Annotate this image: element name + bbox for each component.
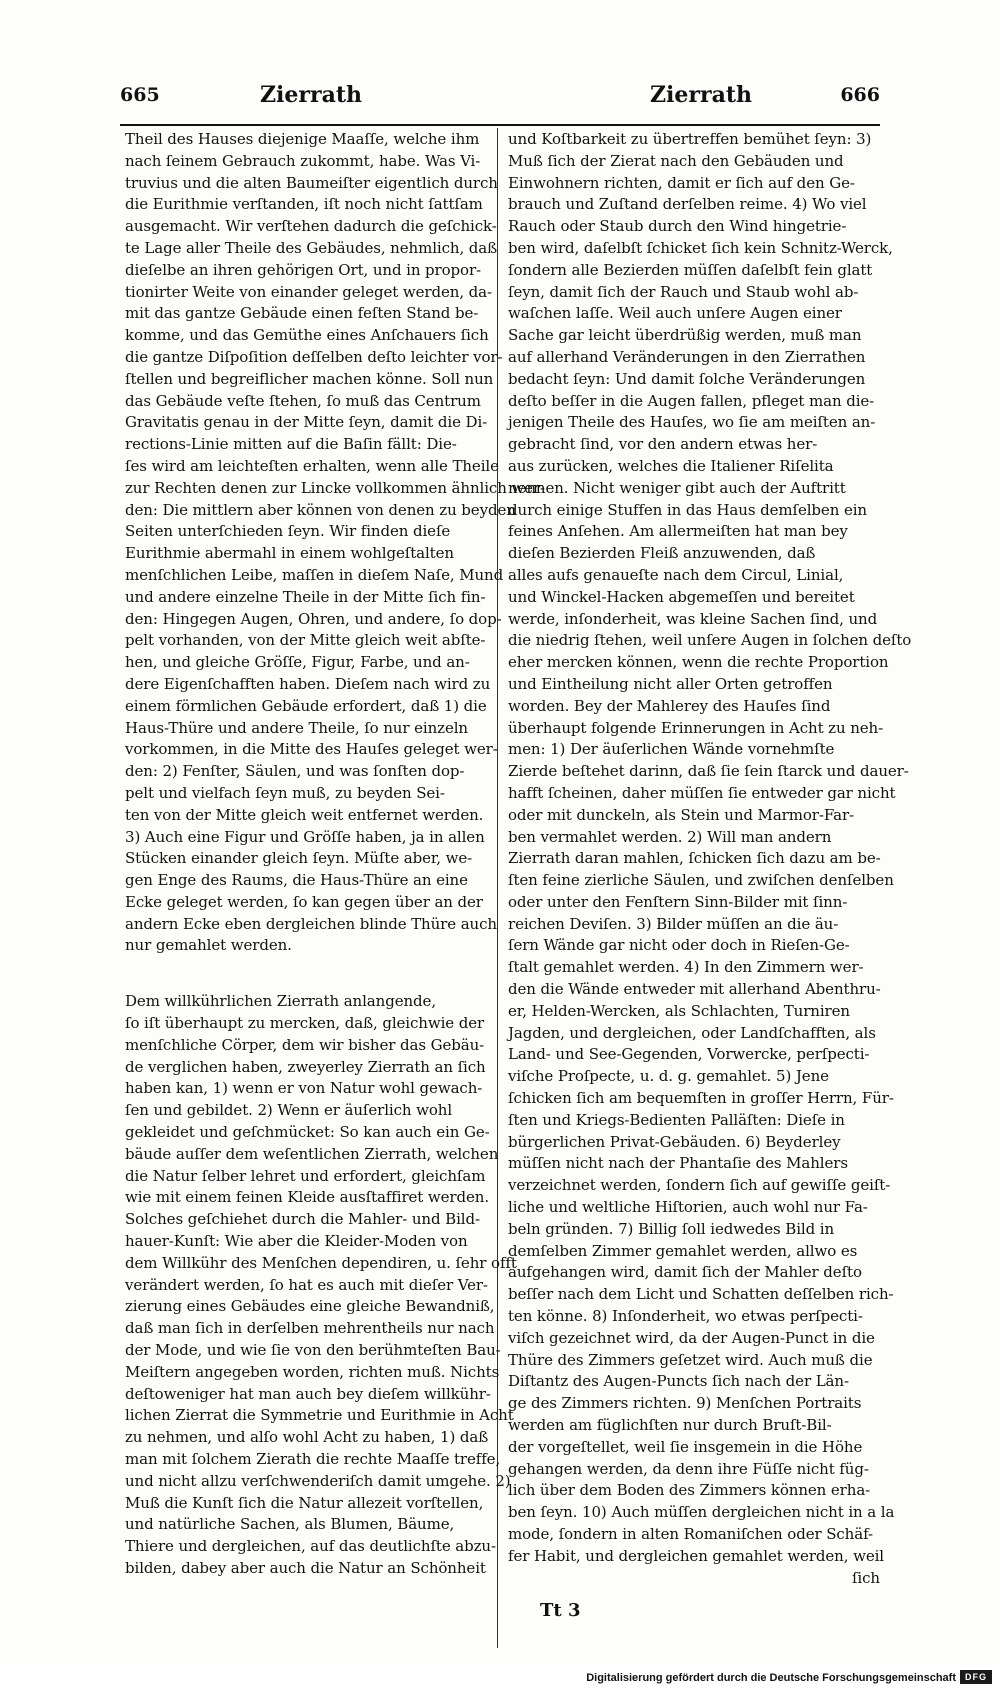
text-line: oder mit dunckeln, als Stein und Marmor-Far- xyxy=(508,805,854,824)
text-line: das Gebäude veſte ſtehen, ſo muß das Centrum xyxy=(125,391,481,410)
text-line: die niedrig ſtehen, weil unſere Augen in ſolchen deſto xyxy=(508,631,912,650)
text-line: ſen und gebildet. 2) Wenn er äuſerlich wohl xyxy=(125,1101,453,1120)
footer-credit: Digitalisierung gefördert durch die Deutsche Forschungsgemeinschaft xyxy=(586,1672,956,1684)
text-line: ben ſeyn. 10) Auch müſſen dergleichen nicht in a la xyxy=(508,1503,895,1522)
digitization-footer xyxy=(0,1664,1000,1695)
text-line: werde, inſonderheit, was kleine Sachen ſind, und xyxy=(508,609,878,628)
running-title-right: Zierrath xyxy=(650,82,753,108)
text-line: worden. Bey der Mahlerey des Hauſes ſind xyxy=(508,696,831,715)
page-header xyxy=(120,78,880,118)
text-line: waſchen laſſe. Weil auch unſere Augen einer xyxy=(508,304,842,323)
text-line: truvius und die alten Baumeiſter eigentlich durch xyxy=(125,173,498,192)
running-title-left: Zierrath xyxy=(260,82,363,108)
page-number-left: 665 xyxy=(120,84,160,106)
text-line: alles aufs genaueſte nach dem Circul, Linial, xyxy=(508,565,844,584)
text-line: oder unter den Fenſtern Sinn-Bilder mit ſinn- xyxy=(508,892,848,911)
text-line: Solches geſchiehet durch die Mahler- und Bild- xyxy=(125,1210,480,1229)
text-line: daß man ſich in derſelben mehrentheils nur nach xyxy=(125,1319,495,1338)
text-line: mode, ſondern in alten Romaniſchen oder Schäf- xyxy=(508,1525,873,1543)
left-paragraph-1 xyxy=(125,129,545,957)
text-line: aus zurücken, welches die Italiener Riſelita xyxy=(508,456,834,475)
catchword: ſich xyxy=(851,1568,880,1587)
text-line: ben wird, daſelbſt ſchicket ſich kein Schnitz-Werck, xyxy=(508,238,893,257)
text-line: mit das gantze Gebäude einen feſten Stand be- xyxy=(125,304,479,323)
text-line: auf allerhand Veränderungen in den Zierrathen xyxy=(508,347,866,366)
text-line: ſern Wände gar nicht oder doch in Rieſen-Ge- xyxy=(508,936,850,955)
text-line: Thiere und dergleichen, auf das deutlichſte abzu- xyxy=(125,1537,496,1556)
text-line: und nicht allzu verſchwenderiſch damit umgehe. 2) xyxy=(125,1471,511,1490)
text-line: nur gemahlet werden. xyxy=(125,936,292,955)
text-line: hauer-Kunſt: Wie aber die Kleider-Moden von xyxy=(125,1232,468,1251)
text-line: Jagden, und dergleichen, oder Landſchafften, als xyxy=(508,1023,876,1042)
text-line: vorkommen, in die Mitte des Hauſes geleget wer- xyxy=(125,740,498,759)
text-line: ben vermahlet werden. 2) Will man andern xyxy=(508,827,832,846)
text-line: Eurithmie abermahl in einem wohlgeſtalten xyxy=(125,544,454,563)
text-line: müſſen nicht nach der Phantaſie des Mahlers xyxy=(508,1154,848,1173)
left-column xyxy=(125,129,545,1580)
text-line: te Lage aller Theile des Gebäudes, nehmlich, daß xyxy=(125,238,498,257)
right-column xyxy=(508,129,912,1589)
text-line: den: Die mittlern aber können von denen zu beyden xyxy=(125,500,516,519)
text-line: gebracht ſind, vor den andern etwas her- xyxy=(508,435,818,454)
text-line: eher mercken können, wenn die rechte Proportion xyxy=(508,653,889,672)
text-line: Thüre des Zimmers geſetzet wird. Auch muß die xyxy=(508,1350,873,1369)
text-line: Sache gar leicht überdrüßig werden, muß man xyxy=(508,326,862,345)
text-line: haben kan, 1) wenn er von Natur wohl gewach- xyxy=(125,1079,483,1098)
text-line: pelt und vielfach ſeyn muß, zu beyden Sei- xyxy=(125,783,445,802)
text-line: Einwohnern richten, damit er ſich auf den Ge- xyxy=(508,173,855,192)
text-line: 3) Auch eine Figur und Gröſſe haben, ja in allen xyxy=(125,827,485,846)
text-line: bedacht ſeyn: Und damit ſolche Veränderungen xyxy=(508,369,866,388)
text-line: ſtalt gemahlet werden. 4) In den Zimmern wer- xyxy=(508,958,864,977)
text-line: bäude auſſer dem weſentlichen Zierrath, welchen xyxy=(125,1144,499,1163)
left-paragraph-2 xyxy=(125,991,517,1580)
text-line: dere Eigenſchafften haben. Dieſem nach wird zu xyxy=(125,674,491,693)
text-line: den: Hingegen Augen, Ohren, und andere, ſo dop- xyxy=(125,609,502,628)
right-paragraph xyxy=(508,129,912,1568)
text-line: ſten und Kriegs-Bedienten Palläſten: Dieſe in xyxy=(508,1110,845,1129)
text-line: und Winckel-Hacken abgemeſſen und bereitet xyxy=(508,587,855,606)
paragraph-gap xyxy=(125,957,485,991)
text-line: werden am füglichſten nur durch Bruſt-Bil- xyxy=(508,1416,832,1435)
text-line: rections-Linie mitten auf die Baſin fällt: Die- xyxy=(125,435,457,454)
text-line: Diſtantz des Augen-Puncts ſich nach der Län- xyxy=(508,1372,849,1391)
text-line: zu nehmen, und alſo wohl Acht zu haben, 1) daß xyxy=(125,1428,489,1447)
text-line: und natürliche Sachen, als Blumen, Bäume, xyxy=(125,1515,455,1534)
text-line: einem förmlichen Gebäude erfordert, daß 1) die xyxy=(125,696,487,715)
text-line: Zierrath daran mahlen, ſchicken ſich dazu am be- xyxy=(508,849,881,868)
text-line: er, Helden-Wercken, als Schlachten, Turniren xyxy=(508,1001,850,1020)
text-line: feines Anſehen. Am allermeiſten hat man bey xyxy=(508,522,848,541)
text-line: demſelben Zimmer gemahlet werden, allwo es xyxy=(508,1241,858,1260)
text-line: Gravitatis genau in der Mitte ſeyn, damit die Di- xyxy=(125,413,488,432)
text-line: liche und weltliche Hiſtorien, auch wohl nur Fa- xyxy=(508,1198,868,1217)
text-line: menſchlichen Leibe, maſſen in dieſem Naſe, Mund xyxy=(125,565,504,584)
text-line: ſes wird am leichteſten erhalten, wenn alle Theile xyxy=(125,456,499,475)
text-line: gehangen werden, da denn ihre Füſſe nicht füg- xyxy=(508,1459,869,1478)
text-line: Muß die Kunſt ſich die Natur allezeit vorſtellen, xyxy=(125,1493,484,1512)
text-line: der Mode, und wie ſie von den berühmteſten Bau- xyxy=(125,1341,501,1360)
text-line: Theil des Hauses diejenige Maaſſe, welche ihm xyxy=(125,130,480,148)
text-line: jenigen Theile des Hauſes, wo ſie am meiſten an- xyxy=(508,413,876,432)
text-line: und Eintheilung nicht aller Orten getroffen xyxy=(508,674,833,693)
page-number-right: 666 xyxy=(840,84,880,106)
text-line: Zierde beſtehet darinn, daß ſie ſein ſtarck und dauer- xyxy=(508,762,909,781)
text-line: ſondern alle Bezierden müſſen daſelbſt fein glatt xyxy=(508,260,873,279)
text-line: Rauch oder Staub durch den Wind hingetrie- xyxy=(508,217,847,236)
text-line: die Natur ſelber lehret und erfordert, gleichſam xyxy=(125,1166,486,1185)
text-line: deſto beſſer in die Augen fallen, pfleget man die- xyxy=(508,391,875,410)
text-line: Haus-Thüre und andere Theile, ſo nur einzeln xyxy=(125,718,468,737)
text-line: durch einige Stuffen in das Haus demſelben ein xyxy=(508,500,867,519)
text-line: Ecke geleget werden, ſo kan gegen über an der xyxy=(125,892,483,911)
dfg-logo: DFG xyxy=(960,1670,992,1684)
text-line: fer Habit, und dergleichen gemahlet werden, weil xyxy=(508,1546,884,1565)
text-line: und Koſtbarkeit zu übertreffen bemühet ſeyn: 3) xyxy=(508,130,872,148)
text-line: Dem willkührlichen Zierrath anlangende, xyxy=(125,992,436,1011)
text-line: men: 1) Der äuſerlichen Wände vornehmſte xyxy=(508,740,835,759)
text-line: pelt vorhanden, von der Mitte gleich weit abſte- xyxy=(125,631,486,650)
text-line: den: 2) Fenſter, Säulen, und was ſonſten dop- xyxy=(125,762,465,781)
text-line: wie mit einem feinen Kleide ausſtaffiret werden. xyxy=(125,1188,489,1207)
text-line: bürgerlichen Privat-Gebäuden. 6) Beyderley xyxy=(508,1132,841,1151)
text-line: andern Ecke eben dergleichen blinde Thüre auch xyxy=(125,914,497,933)
text-line: dieſelbe an ihren gehörigen Ort, und in propor- xyxy=(125,260,482,279)
header-rule xyxy=(120,124,880,126)
text-line: tionirter Weite von einander geleget werden, da- xyxy=(125,282,492,301)
text-line: nach ſeinem Gebrauch zukommt, habe. Was Vi- xyxy=(125,151,481,170)
text-line: komme, und das Gemüthe eines Anſchauers ſich xyxy=(125,326,489,345)
text-line: zierung eines Gebäudes eine gleiche Bewandniß, xyxy=(125,1297,495,1316)
text-line: beln gründen. 7) Billig ſoll iedwedes Bild in xyxy=(508,1219,835,1238)
text-line: verzeichnet werden, ſondern ſich auf gewiſſe geiſt- xyxy=(508,1176,891,1195)
text-line: ſchicken ſich am bequemſten in groſſer Herrn, Für- xyxy=(508,1089,894,1108)
text-line: und andere einzelne Theile in der Mitte ſich fin- xyxy=(125,587,486,606)
text-line: aufgehangen wird, damit ſich der Mahler deſto xyxy=(508,1263,862,1282)
text-line: der vorgeſtellet, weil ſie insgemein in die Höhe xyxy=(508,1437,863,1456)
text-line: deſtoweniger hat man auch bey dieſem willkühr- xyxy=(125,1384,491,1403)
text-line: zur Rechten denen zur Lincke vollkommen ähnlich wer- xyxy=(125,478,545,497)
text-line: ſten feine zierliche Säulen, und zwiſchen denſelben xyxy=(508,871,894,890)
text-line: Seiten unterſchieden ſeyn. Wir finden dieſe xyxy=(125,522,451,541)
text-line: menſchliche Cörper, dem wir bisher das Gebäu- xyxy=(125,1035,485,1054)
text-line: nennen. Nicht weniger gibt auch der Auftritt xyxy=(508,478,846,497)
text-line: die gantze Diſpoſition deſſelben deſto leichter vor- xyxy=(125,347,503,366)
text-line: hafft ſcheinen, daher müſſen ſie entweder gar nicht xyxy=(508,783,896,802)
text-line: verändert werden, ſo hat es auch mit dieſer Ver- xyxy=(125,1275,488,1294)
text-line: viſche Proſpecte, u. d. g. gemahlet. 5) Jene xyxy=(508,1067,829,1086)
text-line: de verglichen haben, zweyerley Zierrath an ſich xyxy=(125,1057,486,1076)
text-line: viſch gezeichnet wird, da der Augen-Punct in die xyxy=(508,1328,875,1347)
text-line: man mit ſolchem Zierath die rechte Maaſſe treffe, xyxy=(125,1450,501,1469)
text-line: lichen Zierrat die Symmetrie und Eurithmie in Acht xyxy=(125,1406,514,1425)
text-line: hen, und gleiche Gröſſe, Figur, Farbe, und an- xyxy=(125,653,470,672)
text-line: brauch und Zuſtand derſelben reime. 4) Wo viel xyxy=(508,195,867,214)
text-line: lich über dem Boden des Zimmers können erha- xyxy=(508,1481,871,1500)
text-line: gekleidet und geſchmücket: So kan auch ein Ge- xyxy=(125,1123,490,1142)
text-line: überhaupt folgende Erinnerungen in Acht zu neh- xyxy=(508,718,884,737)
text-line: ausgemacht. Wir verſtehen dadurch die geſchick- xyxy=(125,217,497,236)
text-line: Land- und See-Gegenden, Vorwercke, perſpecti- xyxy=(508,1045,870,1064)
text-line: bilden, dabey aber auch die Natur an Schönheit xyxy=(125,1559,486,1577)
text-line: ſtellen und begreiflicher machen könne. Soll nun xyxy=(125,369,494,388)
text-line: dem Willkühr des Menſchen dependiren, u. ſehr offt xyxy=(125,1253,517,1272)
text-line: dieſen Bezierden Fleiß anzuwenden, daß xyxy=(508,544,816,563)
text-line: Muß ſich der Zierat nach den Gebäuden und xyxy=(508,151,844,170)
text-line: gen Enge des Raums, die Haus-Thüre an eine xyxy=(125,871,468,890)
text-line: beſſer nach dem Licht und Schatten deſſelben rich- xyxy=(508,1285,894,1304)
text-line: ſo iſt überhaupt zu mercken, daß, gleichwie der xyxy=(125,1014,485,1033)
text-line: ten könne. 8) Inſonderheit, wo etwas perſpecti- xyxy=(508,1307,863,1326)
signature-mark: Tt 3 xyxy=(540,1600,581,1621)
text-line: reichen Deviſen. 3) Bilder müſſen an die äu- xyxy=(508,914,839,933)
text-line: ge des Zimmers richten. 9) Menſchen Portraits xyxy=(508,1394,862,1413)
text-line: den die Wände entweder mit allerhand Abenthru- xyxy=(508,980,881,999)
text-line: ten von der Mitte gleich weit entfernet werden. xyxy=(125,805,484,824)
text-line: Meiſtern angegeben worden, richten muß. Nichts xyxy=(125,1362,500,1381)
text-line: Stücken einander gleich ſeyn. Müſte aber, we- xyxy=(125,849,473,868)
text-line: die Eurithmie verſtanden, iſt noch nicht ſattſam xyxy=(125,195,483,214)
text-line: ſeyn, damit ſich der Rauch und Staub wohl ab- xyxy=(508,282,859,301)
